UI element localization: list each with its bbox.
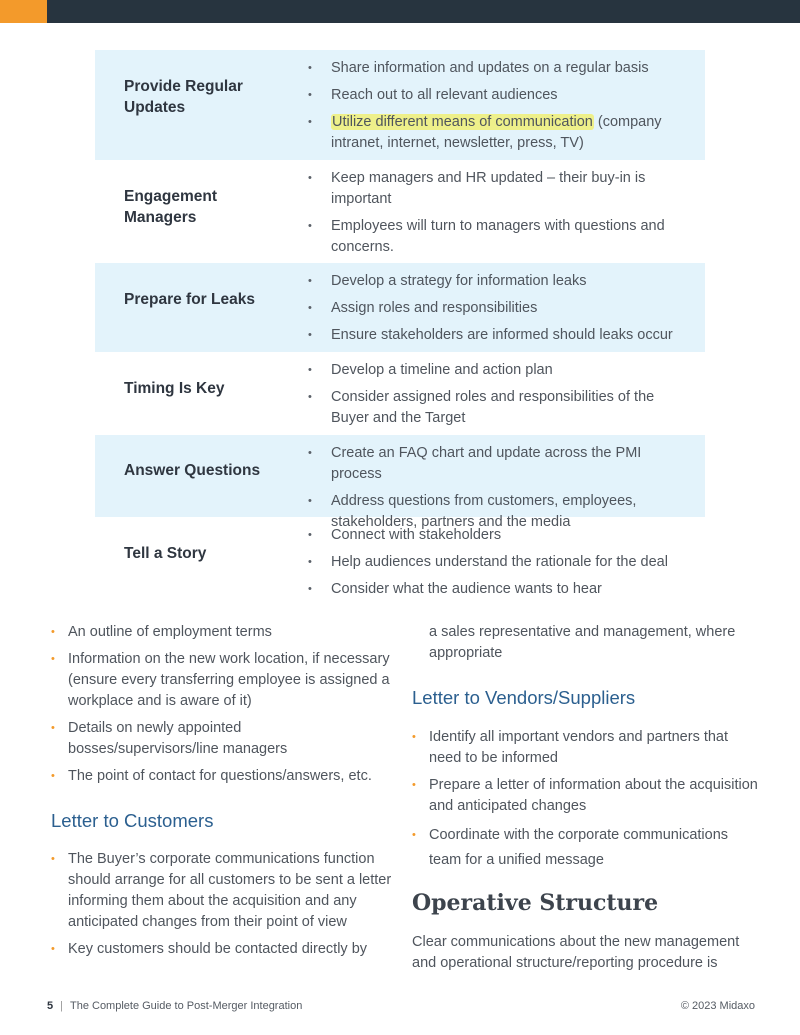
section-heading: Letter to Vendors/Suppliers (412, 687, 636, 708)
row-bullets (307, 360, 692, 435)
employee-letter-bullets (51, 622, 396, 787)
vendor-letter-bullets (412, 727, 762, 873)
section-title: Operative Structure (412, 890, 659, 916)
bullet-item: • Employees will turn to managers with questions and concerns. (307, 216, 692, 258)
page-footer (47, 1000, 755, 1016)
table-row (95, 352, 705, 435)
bullet-item: • Consider what the audience wants to hear (307, 579, 692, 600)
bullet-item: • Information on the new work location, if necessary (ensure every transferring employee is assigned a workplace and is aware of it) (51, 649, 396, 712)
customer-letter-bullets (51, 849, 396, 960)
row-label: Tell a Story (124, 545, 207, 562)
paragraph: Clear communications about the new management and operational structure/reporting procedure is (412, 934, 740, 971)
bullet-item: • Help audiences understand the rationale for the deal (307, 552, 692, 573)
row-bullets (307, 525, 692, 606)
bullet-item: • Reach out to all relevant audiences (307, 85, 692, 106)
bullet-item: • Details on newly appointed bosses/supervisors/line managers (51, 718, 396, 760)
bullet-item: • Coordinate with the corporate communications team for a unified message (412, 823, 762, 873)
bullet-item: • Connect with stakeholders (307, 525, 692, 546)
table-row (95, 517, 705, 605)
bullet-item: • Prepare a letter of information about the acquisition and anticipated changes (412, 775, 762, 817)
bullet-item (307, 112, 692, 154)
copyright: © 2023 Midaxo (680, 1000, 755, 1012)
document-title: The Complete Guide to Post-Merger Integration (69, 1000, 303, 1012)
row-label: Engagement Managers (124, 188, 218, 226)
table-row (95, 160, 705, 263)
bullet-item: • Key customers should be contacted directly by (51, 939, 396, 960)
right-column (412, 622, 762, 974)
section-heading: Letter to Customers (51, 810, 214, 831)
row-label: Answer Questions (124, 462, 261, 479)
bullet-item: • The point of contact for questions/answers, etc. (51, 766, 396, 787)
table-row (95, 50, 705, 160)
page-number: 5 (47, 1000, 54, 1012)
bullet-text: (company intranet, internet, newsletter, press, TV) (331, 114, 662, 151)
row-bullets (307, 271, 692, 352)
table-row (95, 263, 705, 352)
bullet-item: • Develop a timeline and action plan (307, 360, 692, 381)
bullet-item: • Ensure stakeholders are informed should leaks occur (307, 325, 692, 346)
bullet-item: • Identify all important vendors and partners that need to be informed (412, 727, 762, 769)
bullet-item: • Create an FAQ chart and update across the PMI process (307, 443, 692, 485)
bullet-item: • Assign roles and responsibilities (307, 298, 692, 319)
row-bullets (307, 58, 692, 160)
left-column (51, 622, 396, 966)
row-label: Timing Is Key (124, 380, 225, 397)
row-bullets (307, 168, 692, 264)
highlighted-text: Utilize different means of communication (332, 114, 593, 130)
table-row (95, 435, 705, 530)
bullet-item: • An outline of employment terms (51, 622, 396, 643)
footer-separator: | (60, 1000, 63, 1012)
continued-text: a sales representative and management, where appropriate (429, 624, 736, 661)
bullet-item: • Consider assigned roles and responsibilities of the Buyer and the Target (307, 387, 692, 429)
bullet-item: • Address questions from customers, employees, stakeholders, partners and the media (307, 491, 692, 533)
row-label: Provide Regular Updates (124, 78, 243, 116)
bullet-item: • The Buyer’s corporate communications function should arrange for all customers to be sent a letter informing them about the acquisition and any anticipated changes from their point of view (51, 849, 396, 933)
bullet-item: • Develop a strategy for information leaks (307, 271, 692, 292)
top-accent-block (0, 0, 47, 23)
communication-table (95, 50, 705, 605)
top-banner (0, 0, 800, 23)
bullet-item: • Keep managers and HR updated – their buy-in is important (307, 168, 692, 210)
row-label: Prepare for Leaks (124, 291, 255, 308)
bullet-item: • Share information and updates on a regular basis (307, 58, 692, 79)
